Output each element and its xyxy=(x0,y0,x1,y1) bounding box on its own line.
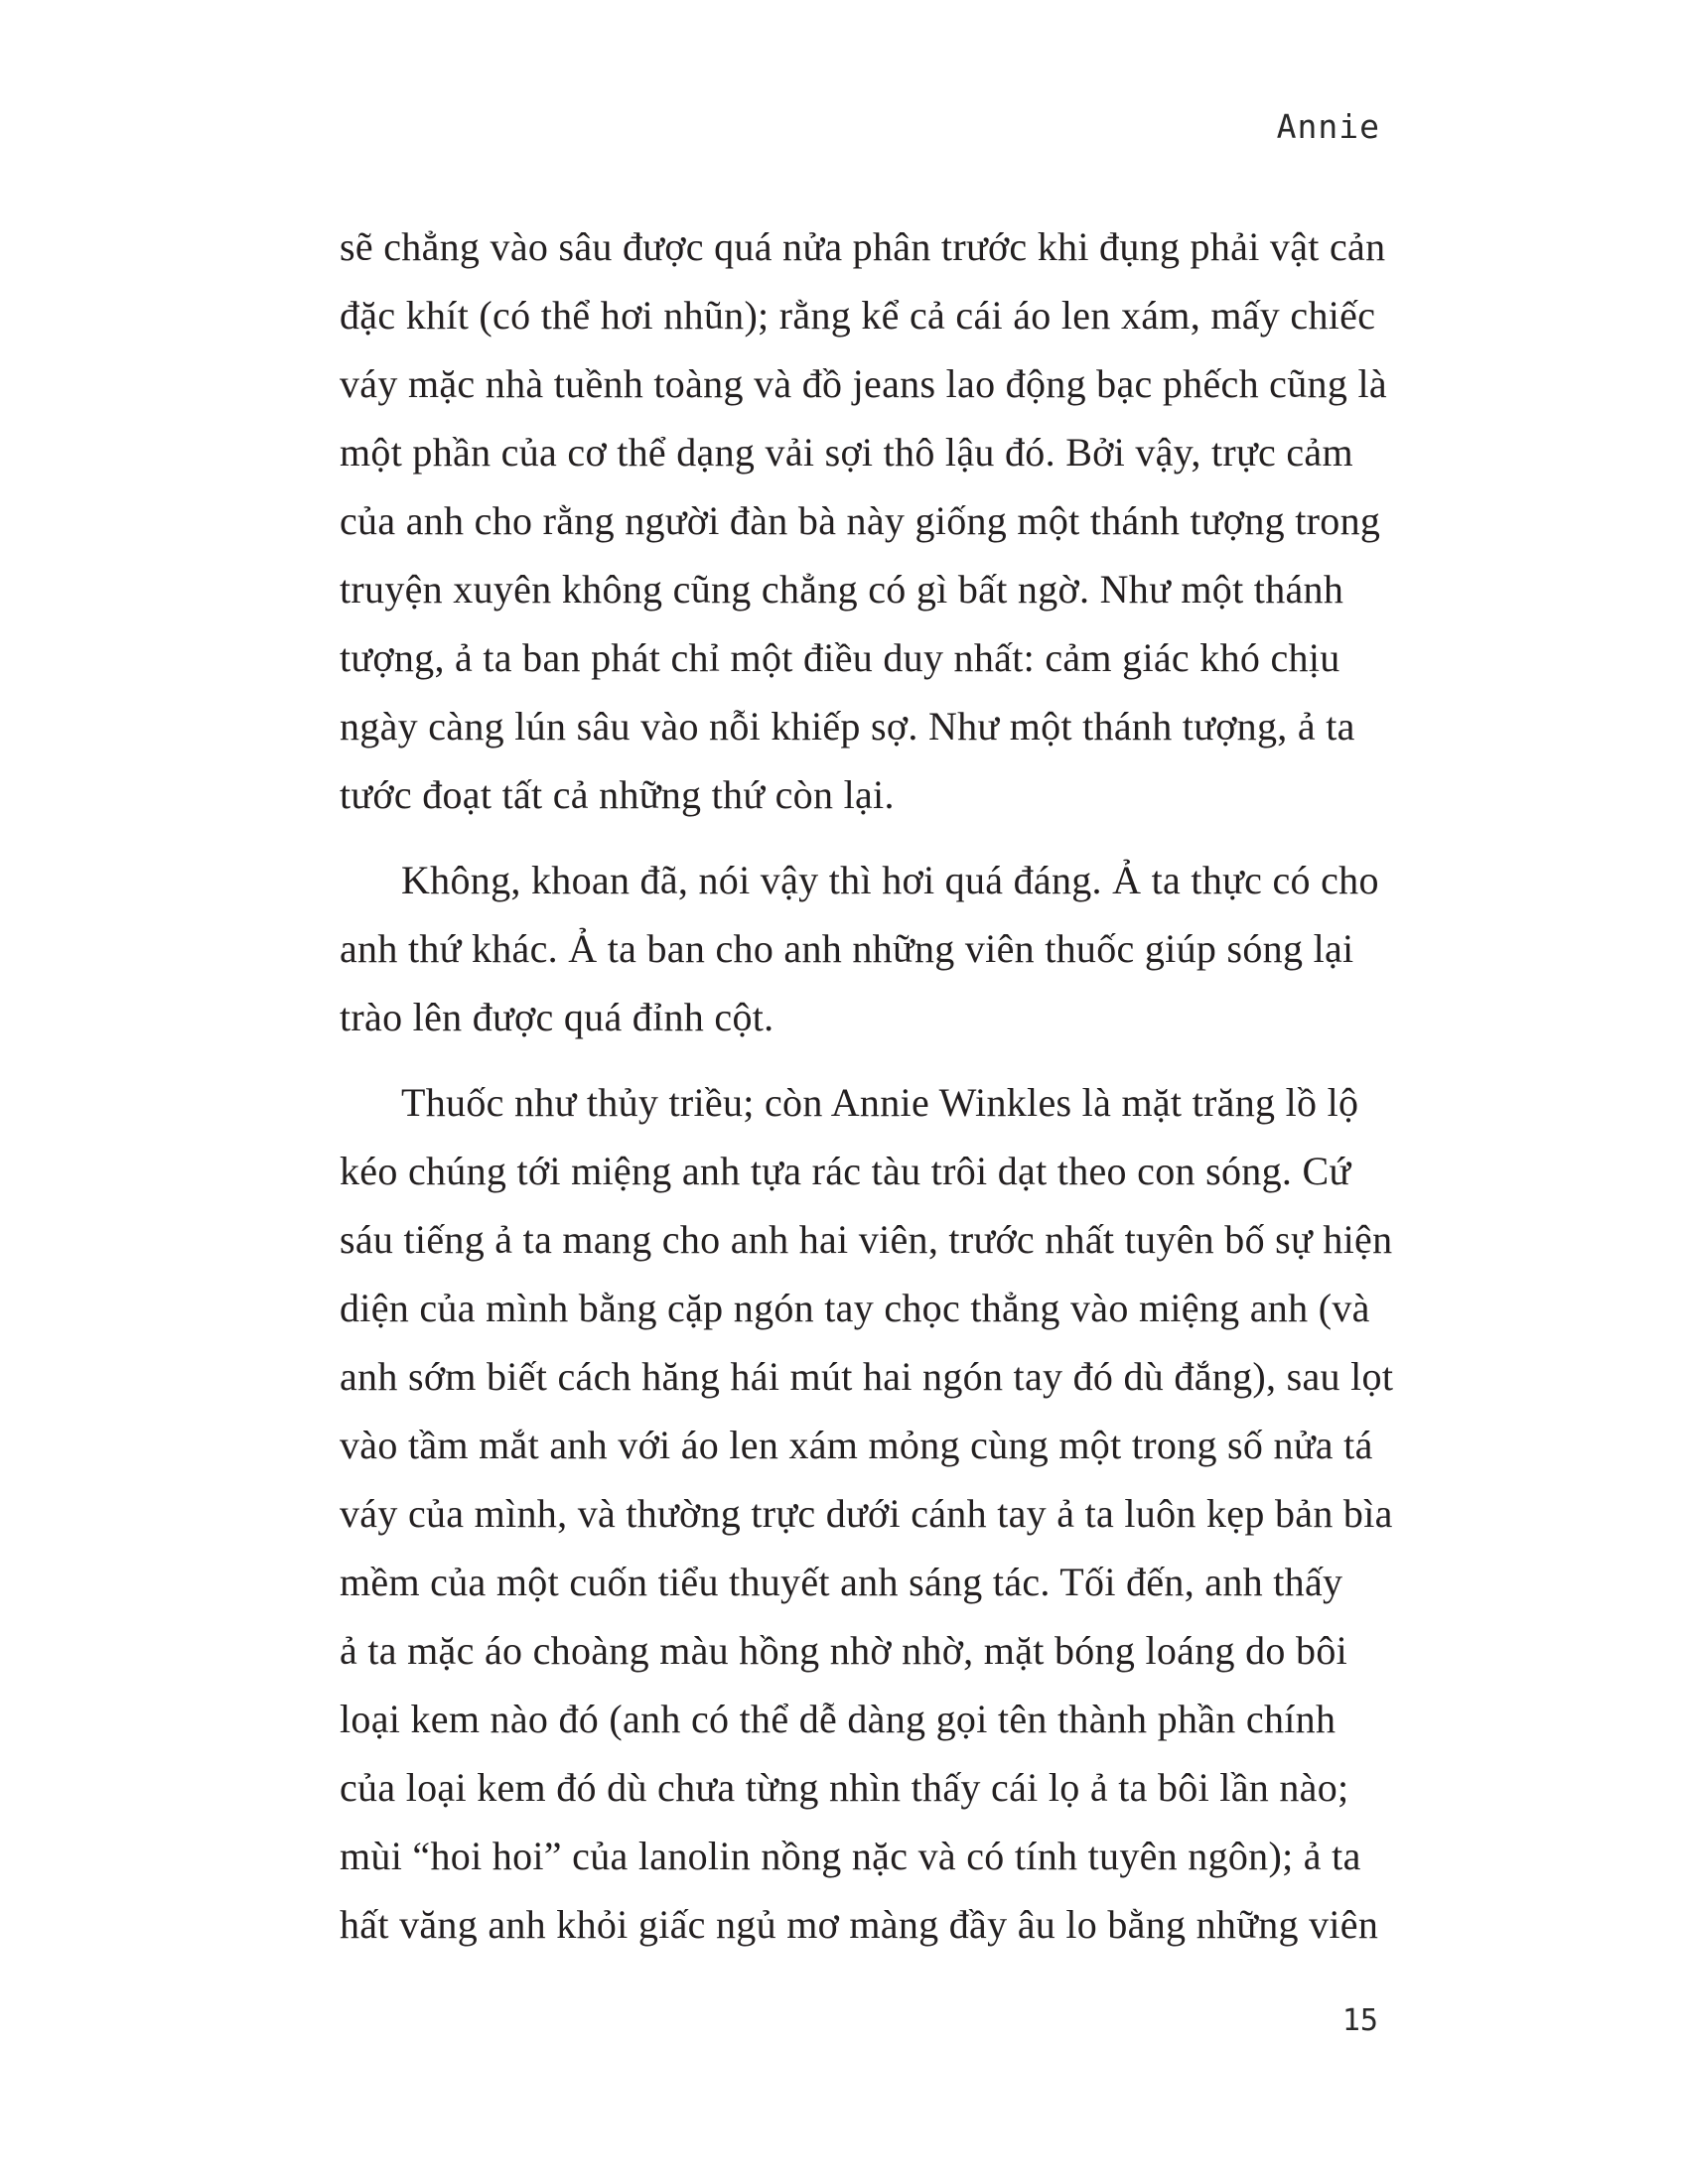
text-line: vào tầm mắt anh với áo len xám mỏng cùng một trong số nửa tá xyxy=(340,1423,1373,1467)
text-line: anh sớm biết cách hăng hái mút hai ngón tay đó dù đắng), sau lọt xyxy=(340,1354,1394,1399)
text-line: diện của mình bằng cặp ngón tay chọc thẳng vào miệng anh (và xyxy=(340,1286,1370,1330)
text-line: một phần của cơ thể dạng vải sợi thô lậu đó. Bởi vậy, trực cảm xyxy=(340,430,1353,475)
text-line: sáu tiếng ả ta mang cho anh hai viên, trước nhất tuyên bố sự hiện xyxy=(340,1217,1393,1262)
body-text xyxy=(340,212,1394,1959)
text-line: trào lên được quá đỉnh cột. xyxy=(340,995,774,1039)
text-line: anh thứ khác. Ả ta ban cho anh những viên thuốc giúp sóng lại xyxy=(340,926,1354,971)
text-line: Không, khoan đã, nói vậy thì hơi quá đáng. Ả ta thực có cho xyxy=(401,858,1379,902)
text-line: Thuốc như thủy triều; còn Annie Winkles là mặt trăng lồ lộ xyxy=(401,1080,1359,1125)
text-line: của anh cho rằng người đàn bà này giống một thánh tượng trong xyxy=(340,498,1381,543)
paragraph-2 xyxy=(340,846,1382,1051)
text-line: truyện xuyên không cũng chẳng có gì bất ngờ. Như một thánh xyxy=(340,567,1344,612)
text-line: kéo chúng tới miệng anh tựa rác tàu trôi dạt theo con sóng. Cứ xyxy=(340,1149,1351,1193)
paragraph-3 xyxy=(340,1068,1394,1959)
text-line: hất văng anh khỏi giấc ngủ mơ màng đầy âu lo bằng những viên xyxy=(340,1902,1379,1947)
text-line: đặc khít (có thể hơi nhũn); rằng kể cả cái áo len xám, mấy chiếc xyxy=(340,293,1376,338)
text-line: tước đoạt tất cả những thứ còn lại. xyxy=(340,772,895,817)
text-line: váy của mình, và thường trực dưới cánh tay ả ta luôn kẹp bản bìa xyxy=(340,1491,1393,1536)
text-line: của loại kem đó dù chưa từng nhìn thấy cái lọ ả ta bôi lần nào; xyxy=(340,1765,1349,1810)
text-line: tượng, ả ta ban phát chỉ một điều duy nhất: cảm giác khó chịu xyxy=(340,635,1340,680)
text-line: sẽ chẳng vào sâu được quá nửa phân trước khi đụng phải vật cản xyxy=(340,224,1386,269)
text-line: ả ta mặc áo choàng màu hồng nhờ nhờ, mặt bóng loáng do bôi xyxy=(340,1628,1348,1673)
text-line: mùi “hoi hoi” của lanolin nồng nặc và có tính tuyên ngôn); ả ta xyxy=(340,1834,1361,1878)
text-line: ngày càng lún sâu vào nỗi khiếp sợ. Như một thánh tượng, ả ta xyxy=(340,704,1355,749)
text-line: mềm của một cuốn tiểu thuyết anh sáng tác. Tối đến, anh thấy xyxy=(340,1560,1343,1604)
paragraph-1 xyxy=(340,212,1387,829)
text-line: váy mặc nhà tuềnh toàng và đồ jeans lao động bạc phếch cũng là xyxy=(340,361,1387,406)
text-line: loại kem nào đó (anh có thể dễ dàng gọi tên thành phần chính xyxy=(340,1697,1336,1741)
page-number: 15 xyxy=(1341,2003,1378,2038)
running-header: Annie xyxy=(1276,107,1380,146)
